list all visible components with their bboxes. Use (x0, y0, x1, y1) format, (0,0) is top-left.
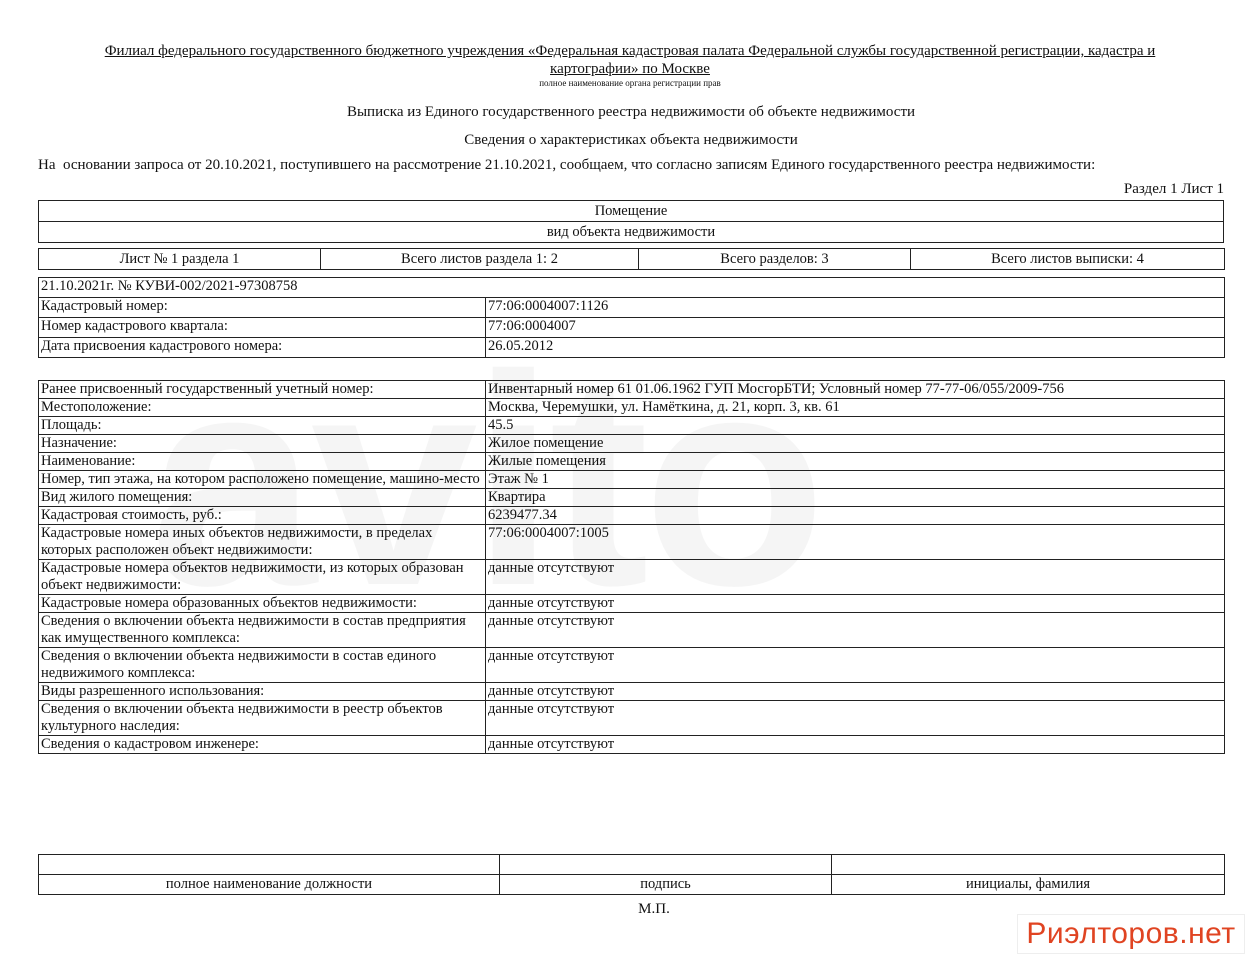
table-row (39, 507, 1225, 525)
section-sheets-total: Всего листов раздела 1: 2 (321, 249, 639, 270)
object-type-value: Помещение (39, 201, 1224, 222)
realtors-logo: Риэлторов.нет (1017, 914, 1245, 954)
row-label: Кадастровые номера объектов недвижимости, из которых образован объект недвижимости: (39, 560, 486, 595)
row-value: Инвентарный номер 61 01.06.1962 ГУП МосгорБТИ; Условный номер 77-77-06/055/2009-756 (486, 381, 1225, 399)
table-row (39, 435, 1225, 453)
table-row (39, 381, 1225, 399)
row-label: Ранее присвоенный государственный учетный номер: (39, 381, 486, 399)
table-row (39, 417, 1225, 435)
row-value: 77:06:0004007:1005 (486, 525, 1225, 560)
table-row (39, 489, 1225, 507)
row-label: Сведения о включении объекта недвижимости в состав предприятия как имущественного комплекса: (39, 613, 486, 648)
row-label: Назначение: (39, 435, 486, 453)
row-value: 77:06:0004007 (486, 318, 1225, 338)
name-field (832, 855, 1225, 875)
table-row (39, 471, 1225, 489)
object-type-table (38, 200, 1224, 243)
signature-caption: подпись (500, 875, 832, 895)
request-basis: На основании запроса от 20.10.2021, поступившего на рассмотрение 21.10.2021, сообщаем, что согласно записям Единого государственного реестра недвижимости: (38, 157, 1096, 173)
organization-caption: полное наименование органа регистрации прав (539, 78, 721, 88)
row-value: данные отсутствуют (486, 560, 1225, 595)
row-label: Наименование: (39, 453, 486, 471)
position-caption: полное наименование должности (39, 875, 500, 895)
row-label: Местоположение: (39, 399, 486, 417)
row-value: данные отсутствуют (486, 595, 1225, 613)
document-subtitle: Сведения о характеристиках объекта недвижимости (464, 132, 798, 148)
table-row (39, 453, 1225, 471)
row-label: Площадь: (39, 417, 486, 435)
table-row (39, 338, 1225, 358)
row-value: данные отсутствуют (486, 648, 1225, 683)
row-label: Кадастровые номера иных объектов недвижимости, в пределах которых расположен объект недвижимости: (39, 525, 486, 560)
row-label: Кадастровый номер: (39, 298, 486, 318)
table-row (39, 560, 1225, 595)
table-row (39, 595, 1225, 613)
table-row (39, 613, 1225, 648)
row-value: данные отсутствуют (486, 613, 1225, 648)
row-label: Кадастровые номера образованных объектов недвижимости: (39, 595, 486, 613)
row-value: 26.05.2012 (486, 338, 1225, 358)
row-value: Москва, Черемушки, ул. Намёткина, д. 21, корп. 3, кв. 61 (486, 399, 1225, 417)
sheet-info-table (38, 248, 1225, 270)
row-value: Квартира (486, 489, 1225, 507)
row-value: Жилые помещения (486, 453, 1225, 471)
table-row (39, 525, 1225, 560)
row-value: 77:06:0004007:1126 (486, 298, 1225, 318)
signature-table (38, 854, 1225, 895)
row-label: Дата присвоения кадастрового номера: (39, 338, 486, 358)
table-row (39, 736, 1225, 754)
sections-total: Всего разделов: 3 (639, 249, 911, 270)
sheet-number: Лист № 1 раздела 1 (39, 249, 321, 270)
details-table (38, 380, 1225, 754)
row-value: данные отсутствуют (486, 736, 1225, 754)
name-caption: инициалы, фамилия (832, 875, 1225, 895)
table-row (39, 701, 1225, 736)
organization-name: Филиал федерального государственного бюджетного учреждения «Федеральная кадастровая палата Федеральной службы государственной регистрации, кадастра и картографии» по Москве (104, 43, 1156, 77)
row-label: Виды разрешенного использования: (39, 683, 486, 701)
signature-field (500, 855, 832, 875)
row-value: Этаж № 1 (486, 471, 1225, 489)
row-value: данные отсутствуют (486, 701, 1225, 736)
object-type-caption: вид объекта недвижимости (39, 222, 1224, 243)
row-value: Жилое помещение (486, 435, 1225, 453)
table-row (39, 683, 1225, 701)
row-label: Сведения о кадастровом инженере: (39, 736, 486, 754)
row-label: Сведения о включении объекта недвижимости в состав единого недвижимого комплекса: (39, 648, 486, 683)
position-field (39, 855, 500, 875)
cadastral-table (38, 277, 1225, 358)
row-label: Вид жилого помещения: (39, 489, 486, 507)
document-title: Выписка из Единого государственного реестра недвижимости об объекте недвижимости (346, 104, 916, 120)
section-label: Раздел 1 Лист 1 (1123, 181, 1224, 197)
row-label: Сведения о включении объекта недвижимости в реестр объектов культурного наследия: (39, 701, 486, 736)
extract-sheets-total: Всего листов выписки: 4 (911, 249, 1225, 270)
document-reference: 21.10.2021г. № КУВИ-002/2021-97308758 (39, 278, 1225, 298)
row-value: 45.5 (486, 417, 1225, 435)
stamp-place: М.П. (638, 901, 670, 917)
table-row (39, 648, 1225, 683)
row-value: данные отсутствуют (486, 683, 1225, 701)
table-row (39, 318, 1225, 338)
row-label: Кадастровая стоимость, руб.: (39, 507, 486, 525)
row-value: 6239477.34 (486, 507, 1225, 525)
row-label: Номер кадастрового квартала: (39, 318, 486, 338)
row-label: Номер, тип этажа, на котором расположено помещение, машино-место (39, 471, 486, 489)
table-row (39, 298, 1225, 318)
table-row (39, 399, 1225, 417)
